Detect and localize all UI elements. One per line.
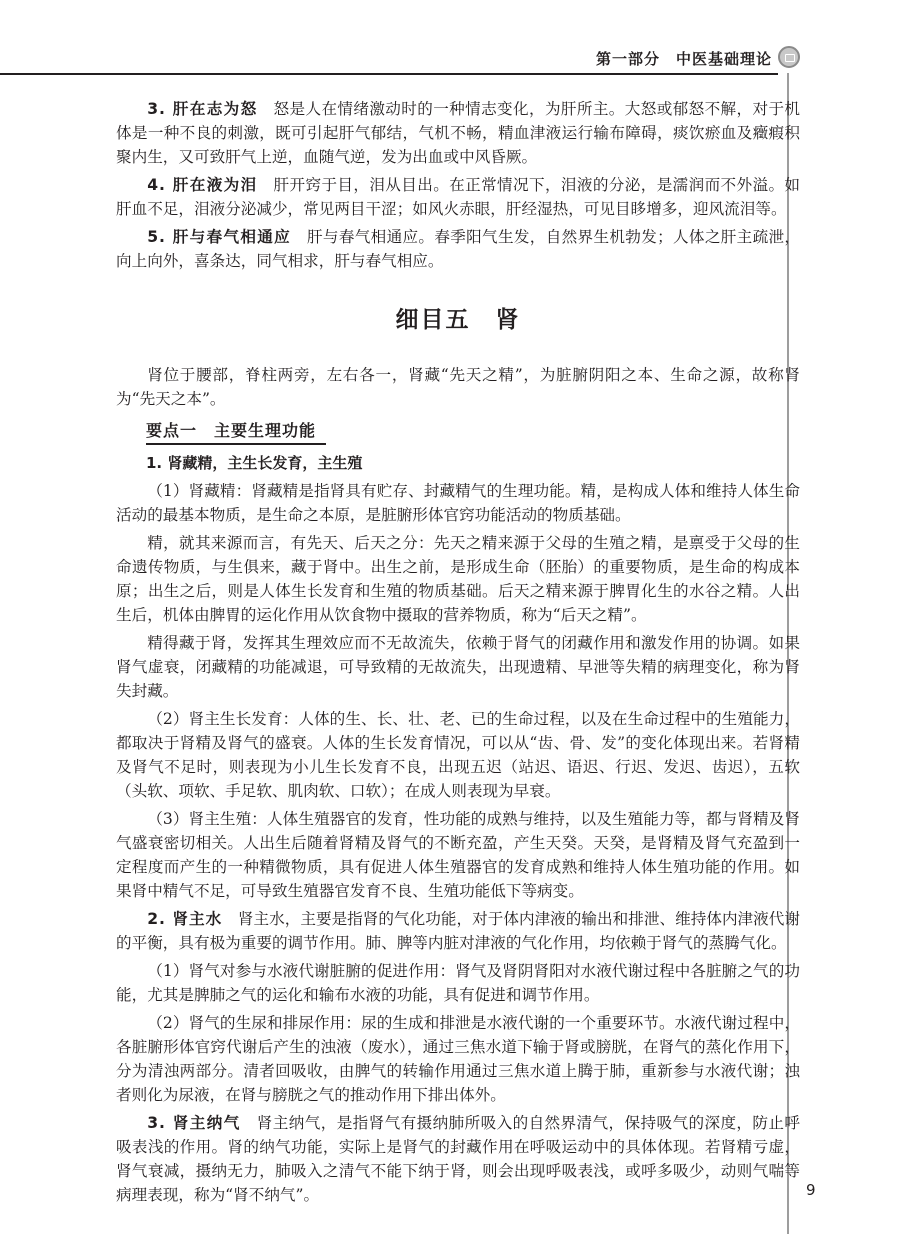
paragraph-heading: 5. 肝与春气相通应 — [147, 228, 292, 246]
subheading: 1. 肾藏精，主生长发育，主生殖 — [146, 454, 363, 472]
paragraph-text: 肝与春气相通应。春季阳气生发，自然界生机勃发；人体之肝主疏泄，向上向外，喜条达，同气相求，肝与春气相应。 — [116, 228, 800, 270]
paragraph: 3. 肾主纳气 肾主纳气，是指肾气有摄纳肺所吸入的自然界清气，保持吸气的深度，防止呼吸表浅的作用。肾的纳气功能，实际上是肾气的封藏作用在呼吸运动中的具体体现。若肾精亏虚，肾气衰减，摄纳无力，肺吸入之清气不能下纳于肾，则会出现呼吸表浅，或呼多吸少，动则气喘等病理表现，称为“肾不纳气”。 — [116, 1114, 800, 1204]
paragraph-heading: 3. 肾主纳气 — [147, 1114, 241, 1132]
paragraph-heading: 2. 肾主水 — [147, 910, 223, 928]
paragraph — [116, 225, 800, 273]
paragraph: 精，就其来源而言，有先天、后天之分：先天之精来源于父母的生殖之精，是禀受于父母的生命遗传物质，与生俱来，藏于肾中。出生之前，是形成生命（胚胎）的重要物质，是生命的构成本原；出生之后，则是人体生长发育和生殖的物质基础。后天之精来源于脾胃化生的水谷之精。人出生后，机体由脾胃的运化作用从饮食物中摄取的营养物质，称为“后天之精”。 — [116, 534, 800, 624]
body-text — [116, 97, 800, 1207]
paragraph-text: 怒是人在情绪激动时的一种情志变化，为肝所主。大怒或郁怒不解，对于机体是一种不良的刺激，既可引起肝气郁结，气机不畅，精血津液运行输布障碍，痰饮瘀血及癥瘕积聚内生，又可致肝气上逆，血随气逆，发为出血或中风昏厥。 — [116, 100, 800, 166]
paragraph — [116, 173, 800, 221]
paragraph-heading: 4. 肝在液为泪 — [147, 176, 258, 194]
paragraph-heading: 3. 肝在志为怒 — [147, 100, 258, 118]
key-point-heading — [146, 419, 800, 445]
paragraph — [116, 97, 800, 169]
paragraph: （2）肾气的生尿和排尿作用：尿的生成和排泄是水液代谢的一个重要环节。水液代谢过程中，各脏腑形体官窍代谢后产生的浊液（废水），通过三焦水道下输于肾或膀胱，在肾气的蒸化作用下，分为清浊两部分。清者回吸收，由脾气的转输作用通过三焦水道上腾于肺，重新参与水液代谢；浊者则化为尿液，在肾与膀胱之气的推动作用下排出体外。 — [116, 1014, 800, 1104]
paragraph: 精得藏于肾，发挥其生理效应而不无故流失，依赖于肾气的闭藏作用和激发作用的协调。如果肾气虚衰，闭藏精的功能减退，可导致精的无故流失，出现遗精、早泄等失精的病理变化，称为肾失封藏。 — [116, 634, 800, 700]
paragraph-text: 肝开窍于目，泪从目出。在正常情况下，泪液的分泌，是濡润而不外溢。如肝血不足，泪液分泌减少，常见两目干涩；如风火赤眼，肝经湿热，可见目眵增多，迎风流泪等。 — [116, 176, 800, 218]
running-header: 第一部分 中医基础理论 — [595, 50, 772, 68]
paragraph: （2）肾主生长发育：人体的生、长、壮、老、已的生命过程，以及在生命过程中的生殖能力，都取决于肾精及肾气的盛衰。人体的生长发育情况，可以从“齿、骨、发”的变化体现出来。若肾精及肾气不足时，则表现为小儿生长发育不良，出现五迟（站迟、语迟、行迟、发迟、齿迟），五软（头软、项软、手足软、肌肉软、口软）；在成人则表现为早衰。 — [116, 710, 800, 800]
key-point-label: 要点一 主要生理功能 — [146, 419, 326, 445]
book-icon — [778, 46, 800, 68]
intro-paragraph: 肾位于腰部，脊柱两旁，左右各一，肾藏“先天之精”，为脏腑阴阳之本、生命之源，故称肾为“先天之本”。 — [116, 366, 800, 408]
section-title: 细目五 肾 — [395, 307, 521, 333]
paragraph: （1）肾藏精：肾藏精是指肾具有贮存、封藏精气的生理功能。精，是构成人体和维持人体生命活动的最基本物质，是生命之本原，是脏腑形体官窍功能活动的物质基础。 — [116, 482, 800, 524]
header-rule — [0, 73, 778, 75]
page-number: 9 — [806, 1181, 816, 1199]
paragraph: （3）肾主生殖：人体生殖器官的发育，性功能的成熟与维持，以及生殖能力等，都与肾精及肾气盛衰密切相关。人出生后随着肾精及肾气的不断充盈，产生天癸。天癸，是肾精及肾气充盈到一定程度而产生的一种精微物质，具有促进人体生殖器官的发育成熟和维持人体生殖功能的作用。如果肾中精气不足，可导致生殖器官发育不良、生殖功能低下等病变。 — [116, 810, 800, 900]
paragraph: 2. 肾主水 肾主水，主要是指肾的气化功能，对于体内津液的输出和排泄、维持体内津液代谢的平衡，具有极为重要的调节作用。肺、脾等内脏对津液的气化作用，均依赖于肾气的蒸腾气化。 — [116, 910, 800, 952]
paragraph: （1）肾气对参与水液代谢脏腑的促进作用：肾气及肾阴肾阳对水液代谢过程中各脏腑之气的功能，尤其是脾肺之气的运化和输布水液的功能，具有促进和调节作用。 — [116, 962, 800, 1004]
